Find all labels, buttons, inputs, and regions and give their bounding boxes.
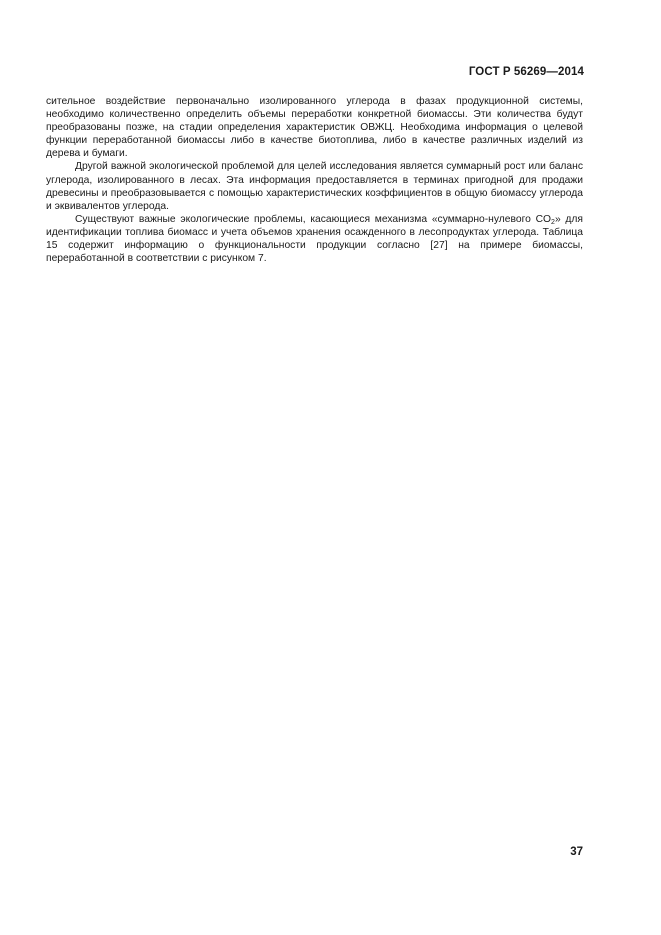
paragraph-zero-co2-part2: » для идентификации топлива биомасс и учета объемов хранения осажденного в лесопродуктах углерода. Таблица 15 содержит информацию о функциональности продукции согласно [27] на примере биомассы, переработанной в соответствии с рисунком 7.	[46, 213, 583, 265]
paragraph-continuation: сительное воздействие первоначально изолированного углерода в фазах продукционной системы, необходимо количественно определить объемы переработки конкретной биомассы. Эти количества будут преобразованы позже, на стадии определения характеристик ОВЖЦ. Необходима информация о целевой функции переработанной биомассы либо в качестве биотоплива, либо в качестве различных изделий из дерева и бумаги.	[46, 96, 583, 160]
document-code: ГОСТ Р 56269—2014	[468, 66, 584, 78]
paragraph-carbon-balance: Другой важной экологической проблемой для целей исследования является суммарный рост или баланс углерода, изолированного в лесах. Эта информация предоставляется в терминах пригодной для продажи древесины и преобразовывается с помощью характеристических коэффициентов в общую биомассу углерода и эквивалентов углерода.	[46, 161, 583, 212]
page-number: 37	[570, 846, 583, 858]
paragraph-zero-co2-part1: Существуют важные экологические проблемы, касающиеся механизма «суммарно-нулевого CO	[75, 213, 552, 225]
body-text	[46, 95, 583, 265]
paragraph-zero-co2	[46, 213, 583, 265]
co2-subscript: 2	[551, 218, 555, 226]
